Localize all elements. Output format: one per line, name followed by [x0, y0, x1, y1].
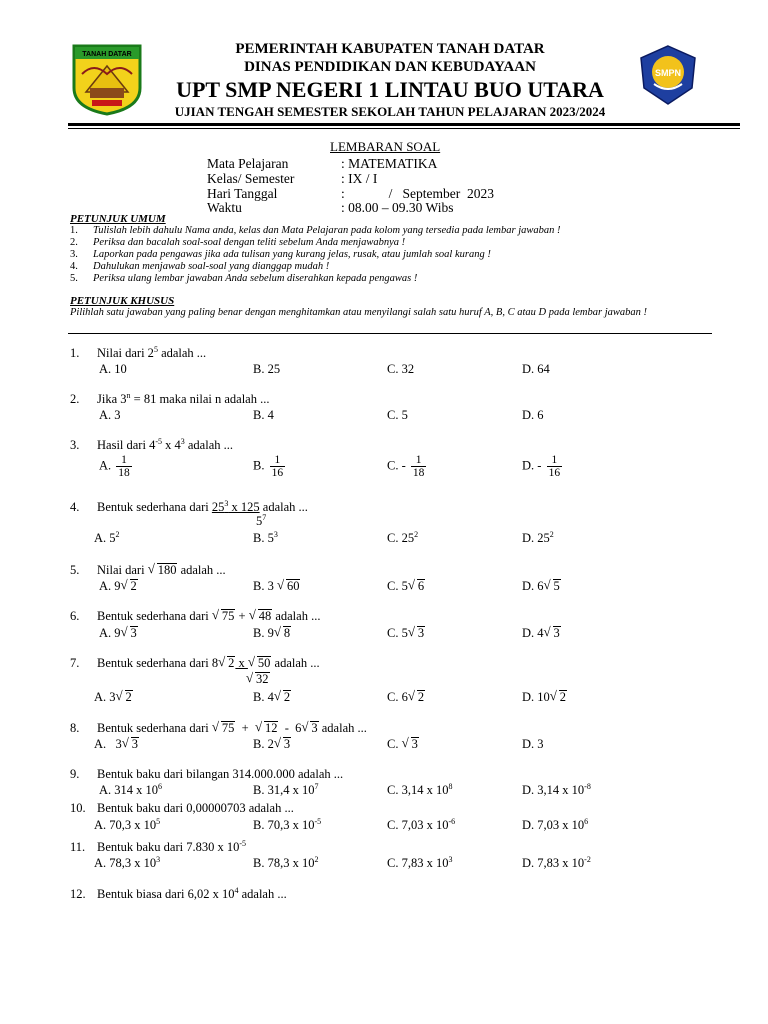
option-a: A. $\frac{1}{18}$ [99, 454, 130, 479]
option-d: D. 7,83 x $10^{-2}$ [522, 854, 591, 870]
option-c: C. 5 [387, 408, 408, 422]
option-a: A. $5^2$ [94, 529, 120, 545]
question-text: Bentuk sederhana dari √ 75 + √ 12 - 6 √ 3 adalah ... [97, 719, 367, 735]
instruction-item: 1. Tulislah lebih dahulu Nama anda, kelas dan Mata Pelajaran pada kolom yang tersedia pada lembar jawaban ! [70, 225, 561, 236]
option-b: B. 9 √ 8 [253, 624, 291, 640]
petunjuk-umum-heading: PETUNJUK UMUM [70, 213, 166, 225]
fraction: $\frac{1}{16}$ [271, 454, 284, 479]
question-text: Bentuk baku dari 7.830 x $10^{-5}$ [97, 838, 247, 854]
question-text: Nilai dari $2^5$ adalah ... [97, 344, 207, 360]
option-d: D. 6 √ 5 [522, 577, 560, 593]
meta-label: Hari Tanggal [207, 186, 278, 201]
question-number: 10. [70, 801, 86, 815]
question-number: 7. [70, 656, 80, 670]
option-b: B. $\frac{1}{16}$ [253, 454, 284, 479]
option-b: B. 78,3 x $10^2$ [253, 854, 319, 870]
option-d: D. 10 √ 2 [522, 688, 567, 704]
option-a: A. 3 √ 3 [94, 735, 139, 751]
option-c: C. 5 √ 6 [387, 577, 425, 593]
option-b: B. 31,4 x $10^7$ [253, 781, 319, 797]
option-b: B. 25 [253, 362, 281, 376]
question-number: 11. [70, 840, 86, 854]
question-text: Nilai dari √ 180 adalah ... [97, 561, 226, 577]
meta-value: : 08.00 – 09.30 Wibs [341, 200, 454, 215]
smpn-logo [637, 44, 699, 106]
fraction: $\frac{1}{16}$ [548, 454, 561, 479]
option-c: C. √ 3 [387, 735, 418, 751]
header-school-name: UPT SMP NEGERI 1 LINTAU BUO UTARA [176, 77, 604, 102]
question-number: 1. [70, 346, 80, 360]
option-a: A. 78,3 x $10^3$ [94, 854, 161, 870]
option-c: C. 3,14 x $10^8$ [387, 781, 453, 797]
option-b: B. $5^3$ [253, 529, 278, 545]
option-c: C. 5 √ 3 [387, 624, 425, 640]
instruction-item: 4. Dahulukan menjawab soal-soal yang dianggap mudah ! [70, 261, 330, 272]
question-text: Bentuk sederhana dari √ 75 + √ 48 adalah ... [97, 607, 321, 623]
question-number: 2. [70, 392, 80, 406]
question-number: 4. [70, 500, 80, 514]
meta-label: Kelas/ Semester [207, 171, 295, 186]
question-denominator: $5^7$ [256, 512, 267, 528]
question-text: Bentuk sederhana dari 8 √ 2 x √ 50 adalah ... [97, 654, 320, 670]
option-c: C. 6 √ 2 [387, 688, 425, 704]
option-c: C. $25^2$ [387, 529, 419, 545]
option-a: A. 10 [99, 362, 127, 376]
svg-text:TANAH DATAR: TANAH DATAR [82, 51, 132, 58]
header-government: PEMERINTAH KABUPATEN TANAH DATAR [235, 41, 545, 57]
question-text: Bentuk sederhana dari $25^3$ x 125 adalah ... [97, 498, 308, 514]
petunjuk-khusus-heading: PETUNJUK KHUSUS [70, 295, 175, 307]
header-divider-thick [68, 123, 740, 126]
option-b: B. 4 √ 2 [253, 688, 291, 704]
option-b: B. 70,3 x $10^{-5}$ [253, 816, 322, 832]
question-number: 3. [70, 438, 80, 452]
question-number: 12. [70, 887, 86, 901]
option-b: B. 3 √ 60 [253, 577, 300, 593]
meta-value: : IX / I [341, 171, 378, 186]
option-a: A. 9 √ 3 [99, 624, 137, 640]
meta-label: Mata Pelajaran [207, 156, 289, 171]
option-c: C. - $\frac{1}{18}$ [387, 454, 425, 479]
header-divider-thin [68, 128, 740, 129]
question-text: Bentuk baku dari 0,00000703 adalah ... [97, 801, 294, 815]
meta-value: : / September 2023 [341, 186, 494, 201]
meta-value: : MATEMATIKA [341, 156, 438, 171]
option-d: D. 7,03 x $10^6$ [522, 816, 589, 832]
option-a: A. 3 [99, 408, 121, 422]
fraction: $\frac{1}{18}$ [412, 454, 425, 479]
instruction-item: 5. Periksa ulang lembar jawaban Anda sebelum diserahkan kepada pengawas ! [70, 273, 418, 284]
option-c: C. 7,83 x $10^3$ [387, 854, 453, 870]
option-d: D. - $\frac{1}{16}$ [522, 454, 561, 479]
question-text: Bentuk baku dari bilangan 314.000.000 adalah ... [97, 767, 344, 781]
question-number: 8. [70, 721, 80, 735]
option-b: B. 4 [253, 408, 274, 422]
meta-label: Waktu [207, 200, 242, 215]
question-text: Hasil dari $4^{-5}$ x $4^3$ adalah ... [97, 436, 233, 452]
header-department: DINAS PENDIDIKAN DAN KEBUDAYAAN [244, 59, 536, 75]
option-d: D. 3,14 x $10^{-8}$ [522, 781, 591, 797]
option-c: C. 32 [387, 362, 415, 376]
petunjuk-khusus-text: Pilihlah satu jawaban yang paling benar dengan menghitamkan atau menyilangi salah satu huruf A, B, C atau D pada lembar jawaban ! [70, 307, 647, 318]
question-number: 9. [70, 767, 80, 781]
document-title: LEMBARAN SOAL [330, 139, 441, 154]
option-c: C. 7,03 x $10^{-6}$ [387, 816, 456, 832]
question-denominator: √ 32 [246, 670, 269, 686]
header-exam-name: UJIAN TENGAH SEMESTER SEKOLAH TAHUN PELAJARAN 2023/2024 [174, 104, 606, 119]
question-number: 6. [70, 609, 80, 623]
option-a: A. 70,3 x $10^5$ [94, 816, 161, 832]
option-d: D. $25^2$ [522, 529, 554, 545]
instruction-item: 2. Periksa dan bacalah soal-soal dengan teliti sebelum Anda menjawabnya ! [70, 237, 406, 248]
option-a: A. 9 √ 2 [99, 577, 137, 593]
option-d: D. 6 [522, 408, 544, 422]
option-b: B. 2 √ 3 [253, 735, 291, 751]
option-d: D. 4 √ 3 [522, 624, 560, 640]
option-a: A. 3 √ 2 [94, 688, 132, 704]
fraction: $\frac{1}{18}$ [118, 454, 130, 479]
option-a: A. 314 x $10^6$ [99, 781, 163, 797]
option-d: D. 3 [522, 737, 544, 751]
square-root: √ 180 [147, 561, 177, 577]
instruction-item: 3. Laporkan pada pengawas jika ada tulisan yang kurang jelas, rusak, atau jumlah soal kurang ! [70, 249, 491, 260]
instructions-divider [68, 333, 712, 334]
question-text: Jika $3^n = 81$ maka nilai n adalah ... [97, 390, 270, 406]
question-text: Bentuk biasa dari 6,02 x $10^4$ adalah ... [97, 885, 287, 901]
question-number: 5. [70, 563, 80, 577]
option-d: D. 64 [522, 362, 550, 376]
svg-text:SMPN: SMPN [654, 68, 682, 78]
